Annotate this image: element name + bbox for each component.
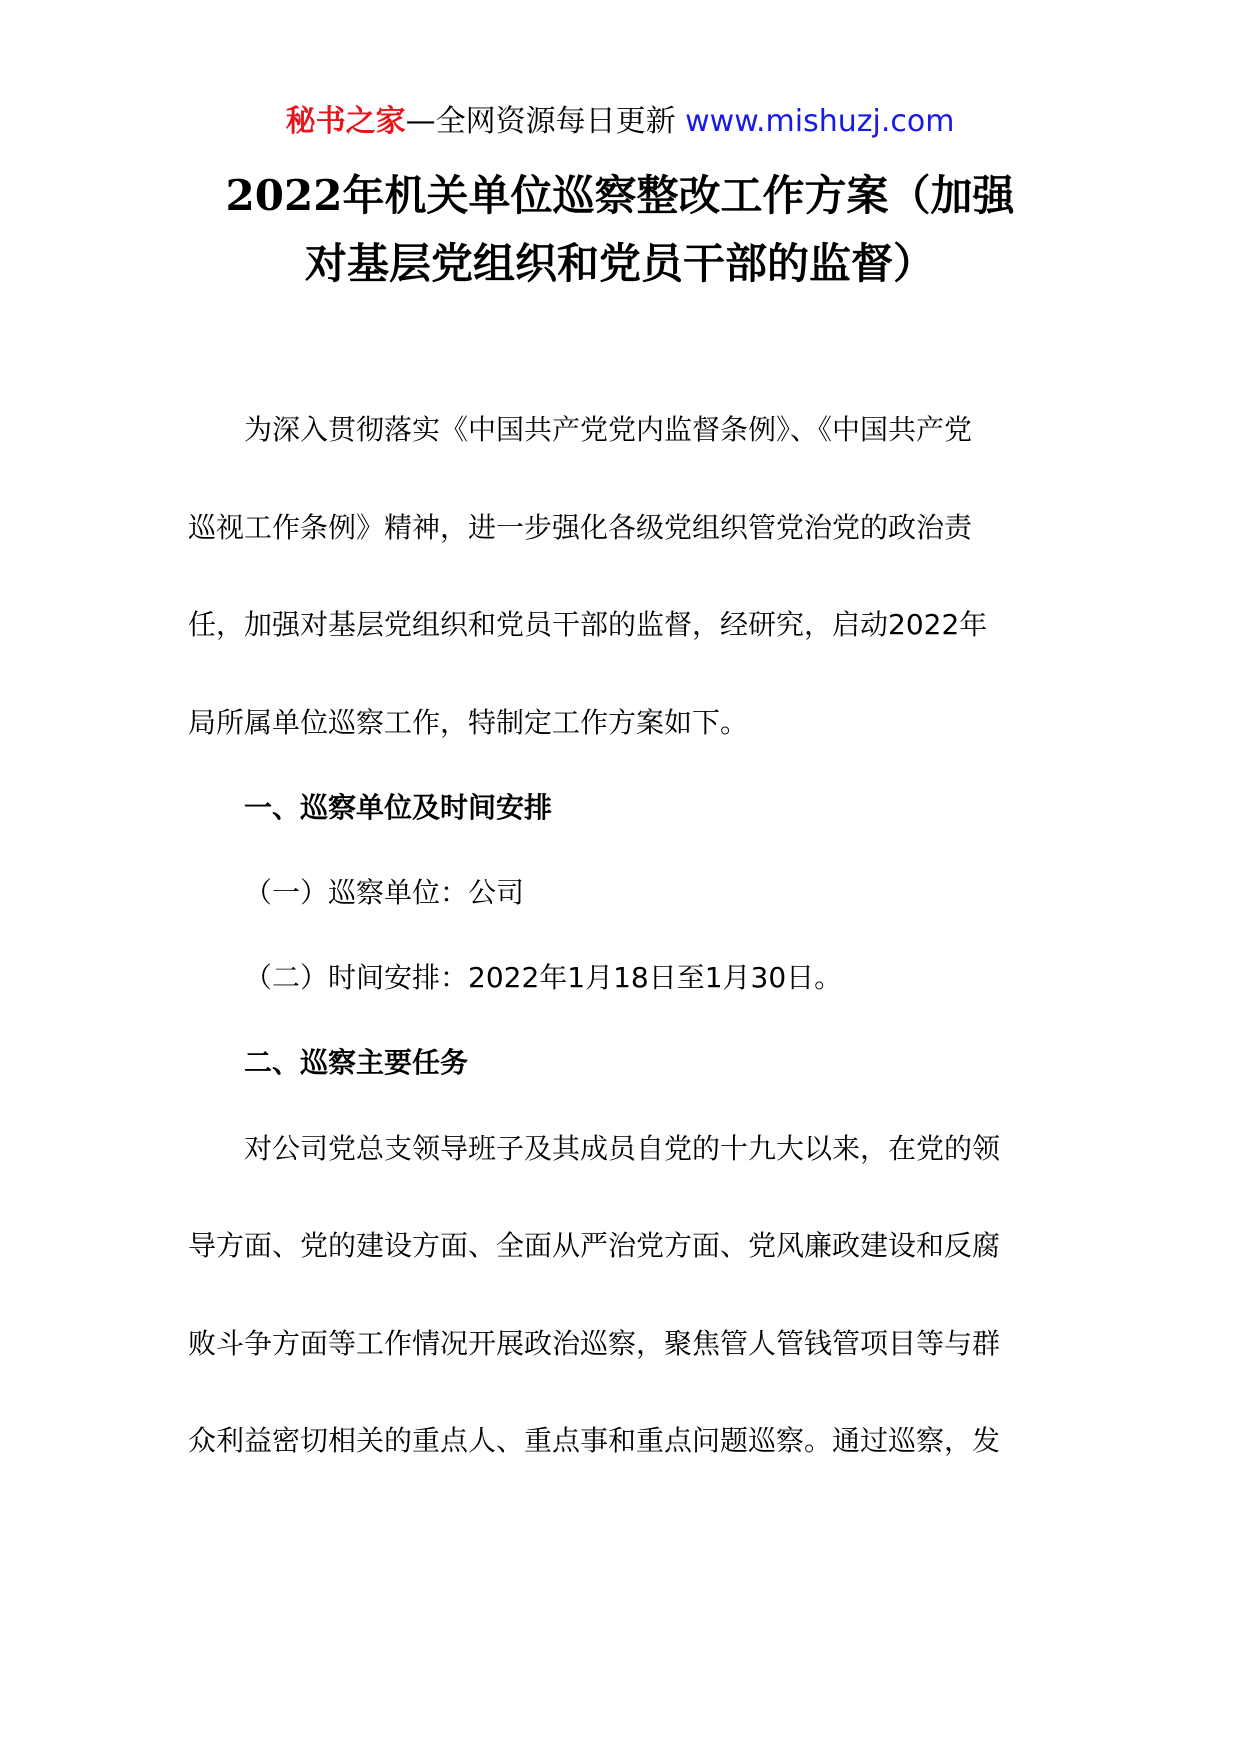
list-item-2: （二）时间安排：2022年1月18日至1月30日。 [244, 961, 843, 994]
paragraph-2-line-3: 败斗争方面等工作情况开展政治巡察，聚焦管人管钱管项目等与群 [188, 1327, 1001, 1360]
paragraph-1-line-4: 局所属单位巡察工作，特制定工作方案如下。 [188, 706, 749, 739]
paragraph-2-line-4: 众利益密切相关的重点人、重点事和重点问题巡察。通过巡察，发 [188, 1424, 1001, 1457]
paragraph-2-line-2: 导方面、党的建设方面、全面从严治党方面、党风廉政建设和反腐 [188, 1229, 1001, 1262]
paragraph-1-line-2: 巡视工作条例》精神，进一步强化各级党组织管党治党的政治责 [188, 511, 973, 544]
list-item-1: （一）巡察单位：公司 [244, 876, 525, 909]
document-title-line-2: 对基层党组织和党员干部的监督） [304, 239, 935, 288]
paragraph-1-line-3: 任，加强对基层党组织和党员干部的监督，经研究，启动2022年 [188, 608, 988, 641]
site-url-link[interactable]: www.mishuzj.com [685, 104, 955, 139]
document-title-line-1: 2022年机关单位巡察整改工作方案（加强 [225, 171, 1015, 220]
section-heading-1: 一、巡察单位及时间安排 [244, 791, 553, 824]
paragraph-2-line-1: 对公司党总支领导班子及其成员自党的十九大以来，在党的领 [244, 1132, 1001, 1165]
paragraph-1-line-1: 为深入贯彻落实《中国共产党党内监督条例》、《中国共产党 [244, 413, 973, 446]
brand-name: 秘书之家 [285, 104, 406, 139]
section-heading-2: 二、巡察主要任务 [244, 1046, 469, 1079]
site-header [0, 102, 1240, 142]
header-tagline: —全网资源每日更新 [405, 104, 676, 139]
